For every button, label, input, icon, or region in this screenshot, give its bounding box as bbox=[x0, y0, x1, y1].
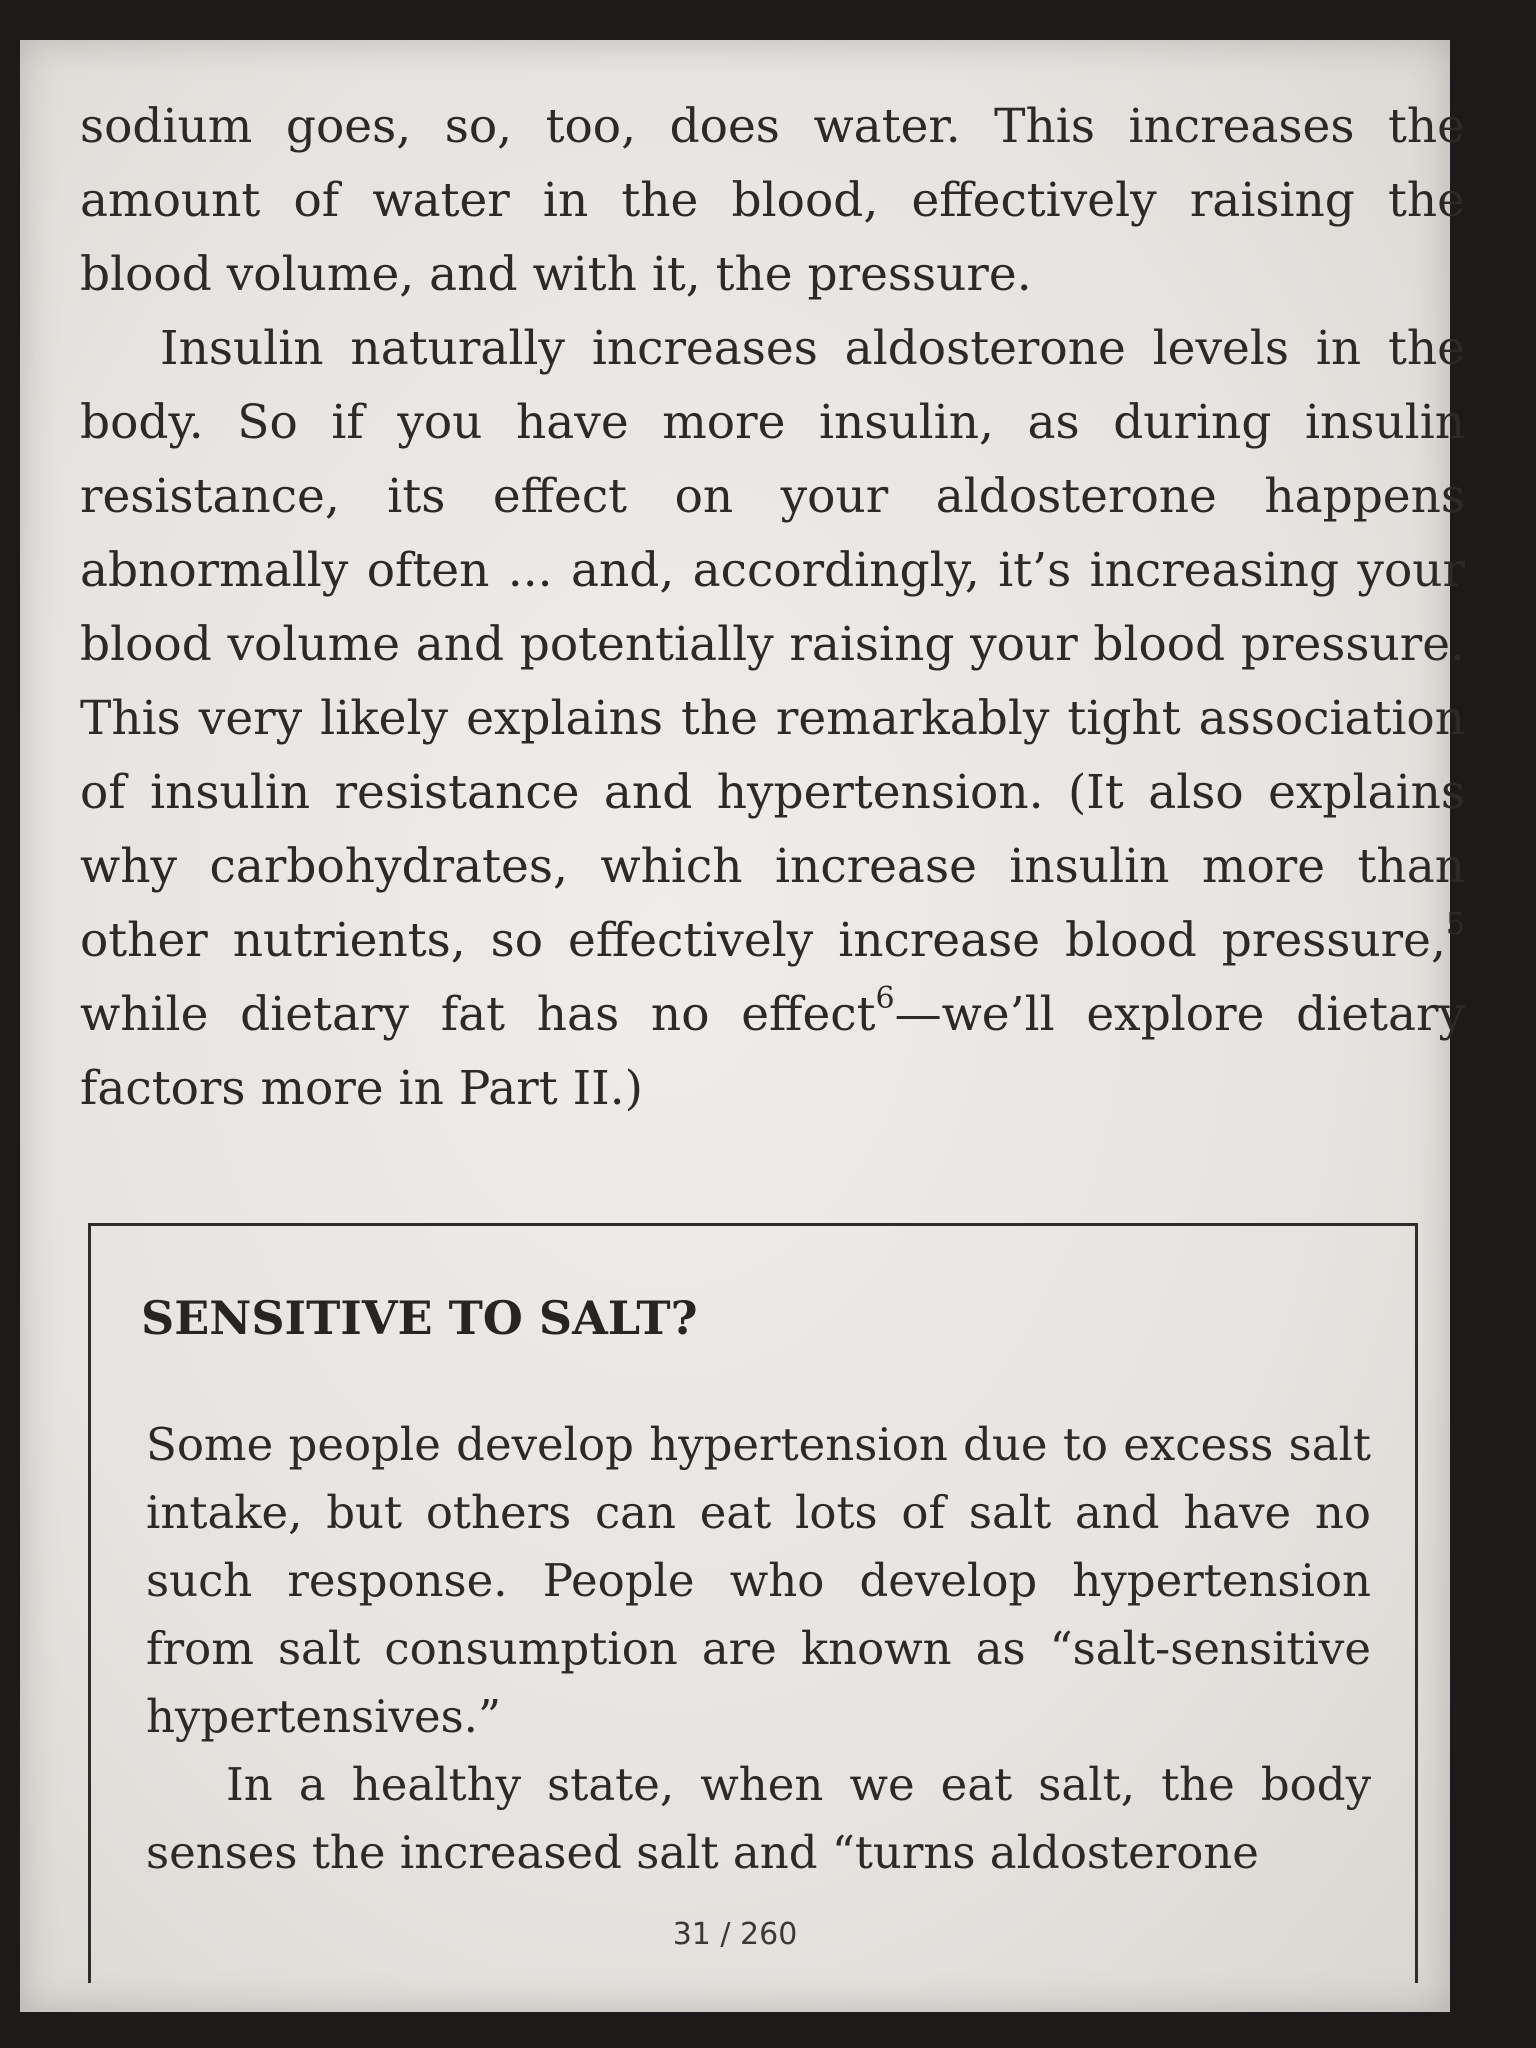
sidebar-paragraph: Some people develop hypertension due to excess salt intake, but others can eat lots of salt and have no such response. People who develop hypertension from salt consumption are known as “salt-sensitive hypertensives.” bbox=[146, 1418, 1371, 1743]
paragraph-text: —we’ll explore dietary factors more in Part II.) bbox=[80, 987, 1465, 1116]
sidebar-text bbox=[146, 1411, 1371, 1887]
paragraph bbox=[80, 312, 1465, 1126]
main-text bbox=[80, 90, 1465, 1126]
paragraph bbox=[80, 90, 1465, 312]
paragraph-text: sodium goes, so, too, does water. This increases the amount of water in the blood, effectively raising the blood volume, and with it, the pressure. bbox=[80, 99, 1465, 302]
footnote-ref-5[interactable]: 5 bbox=[1445, 907, 1465, 942]
footnote-ref-6[interactable]: 6 bbox=[875, 981, 895, 1016]
sidebar-box bbox=[88, 1223, 1418, 1983]
sidebar-title: SENSITIVE TO SALT? bbox=[141, 1291, 698, 1345]
page-indicator: 31 / 260 bbox=[672, 1917, 798, 1952]
paragraph-text: Insulin naturally increases aldosterone levels in the body. So if you have more insulin, as during insulin resistance, its effect on your aldosterone happens abnormally often ... and, accordingly, it’s increasing your blood volume and potentially raising your blood pressure. This very likely explains the remarkably tight association of insulin resistance and hypertension. (It also explains why carbohydrates, which increase insulin more than other nutrients, so effectively increase blood pressure, bbox=[80, 321, 1465, 968]
sidebar-paragraph: In a healthy state, when we eat salt, the body senses the increased salt and “turns aldosterone bbox=[146, 1758, 1371, 1879]
paragraph-text: while dietary fat has no effect bbox=[80, 987, 876, 1042]
ereader-screen[interactable] bbox=[20, 40, 1465, 2012]
